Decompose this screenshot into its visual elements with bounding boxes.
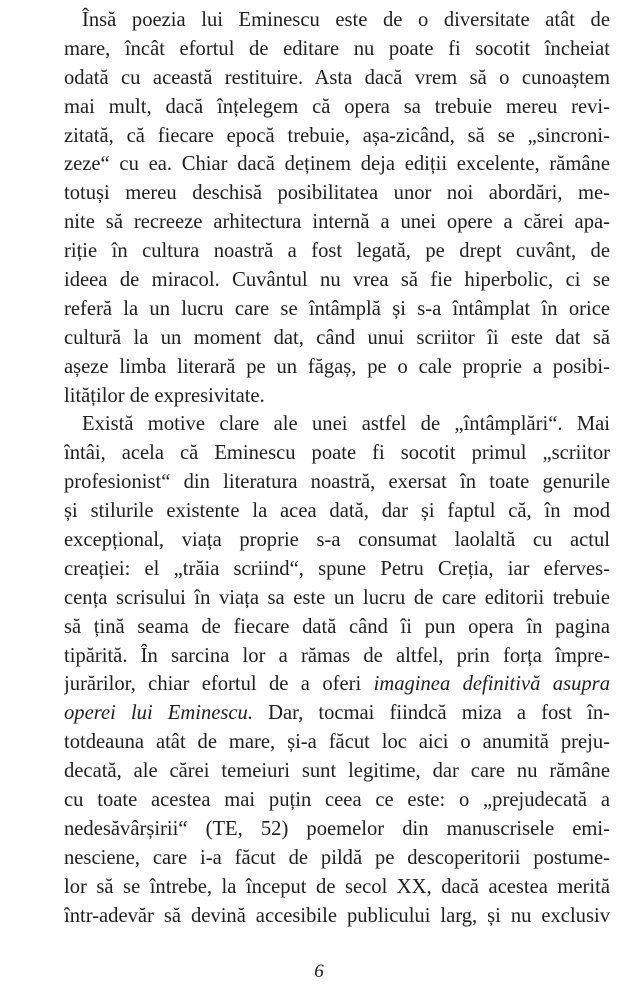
text-line: creației: el „trăia scriind“, spune Petru Creția, iar eferves- — [64, 557, 610, 580]
text-line: și stilurile existente la acea dată, dar și faptul că, în mod — [64, 500, 610, 523]
italic-phrase: operei lui Eminescu. — [64, 702, 253, 725]
text-line: nesciene, care i-a făcut de pildă pe descoperitorii postume- — [64, 846, 610, 869]
text-line: zeze“ cu ea. Chiar dacă deținem deja ediții excelente, rămâne — [64, 153, 610, 176]
text-line: cu toate acestea mai puțin ceea ce este: o „prejudecată a — [64, 789, 610, 812]
text-line: odată cu această restituire. Asta dacă vrem să o cunoaștem — [64, 66, 610, 89]
text-line: lităților de expresivitate. — [64, 384, 265, 407]
text-line: mare, încât efortul de editare nu poate fi socotit încheiat — [64, 37, 610, 60]
text-line: Există motive clare ale unei astfel de „întâmplări“. Mai — [82, 413, 610, 436]
text-line: cența scrisului în viața sa este un lucru de care editorii trebuie — [64, 586, 610, 609]
text-line: cultură la un moment dat, când unui scriitor îi este dat să — [64, 326, 610, 349]
text-segment: jurărilor, chiar efortul de a oferi — [64, 673, 374, 696]
paragraph-1 — [64, 6, 610, 410]
text-line: lor să se întrebe, la început de secol XX, dacă acestea merită — [64, 875, 610, 898]
text-line: zitată, că fiecare epocă trebuie, așa-zicând, să se „sincroni- — [64, 124, 610, 147]
text-line: riție în cultura noastră a fost legată, pe drept cuvânt, de — [64, 240, 610, 263]
text-line-with-italic — [64, 670, 610, 699]
paragraph-2 — [64, 410, 610, 930]
text-line: profesionist“ din literatura noastră, exersat în toate genurile — [64, 471, 610, 494]
text-line: tipărită. În sarcina lor a rămas de altfel, prin forța împre- — [64, 644, 610, 667]
text-line: să țină seama de fiecare dată când îi pun opera în pagina — [64, 615, 610, 638]
page-number: 6 — [314, 961, 324, 982]
text-line: referă la un lucru care se întâmplă și s-a întâmplat în orice — [64, 297, 610, 320]
text-segment: Dar, tocmai fiindcă miza a fost în- — [252, 702, 610, 725]
text-line: așeze limba literară pe un făgaș, pe o cale proprie a posibi- — [64, 355, 610, 378]
text-line: nedesăvârșirii“ (TE, 52) poemelor din manuscrisele emi- — [64, 817, 610, 840]
italic-phrase: imaginea definitivă asupra — [373, 673, 610, 696]
body-text — [64, 6, 610, 931]
text-line-with-italic — [64, 699, 610, 728]
text-line: Însă poezia lui Eminescu este de o diversitate atât de — [82, 9, 610, 31]
text-line: ideea de miracol. Cuvântul nu vrea să fie hiperbolic, ci se — [64, 269, 610, 292]
text-line: totuși mereu deschisă posibilitatea unor noi abordări, me- — [64, 182, 610, 205]
text-line: nite să recreeze arhitectura internă a unei opere a cărei apa- — [64, 211, 610, 234]
text-line: întâi, acela că Eminescu poate fi socotit primul „scriitor — [64, 442, 610, 465]
text-line: excepțional, viața proprie s-a consumat laolaltă cu actul — [64, 529, 610, 552]
text-line: într-adevăr să devină accesibile publicului larg, și nu exclusiv — [64, 904, 610, 927]
text-line: decată, ale cărei temeiuri sunt legitime, dar care nu rămâne — [64, 760, 610, 783]
text-line: totdeauna atât de mare, și-a făcut loc aici o anumită preju- — [64, 731, 610, 754]
text-line: mai mult, dacă înțelegem că opera sa trebuie mereu revi- — [64, 95, 610, 118]
